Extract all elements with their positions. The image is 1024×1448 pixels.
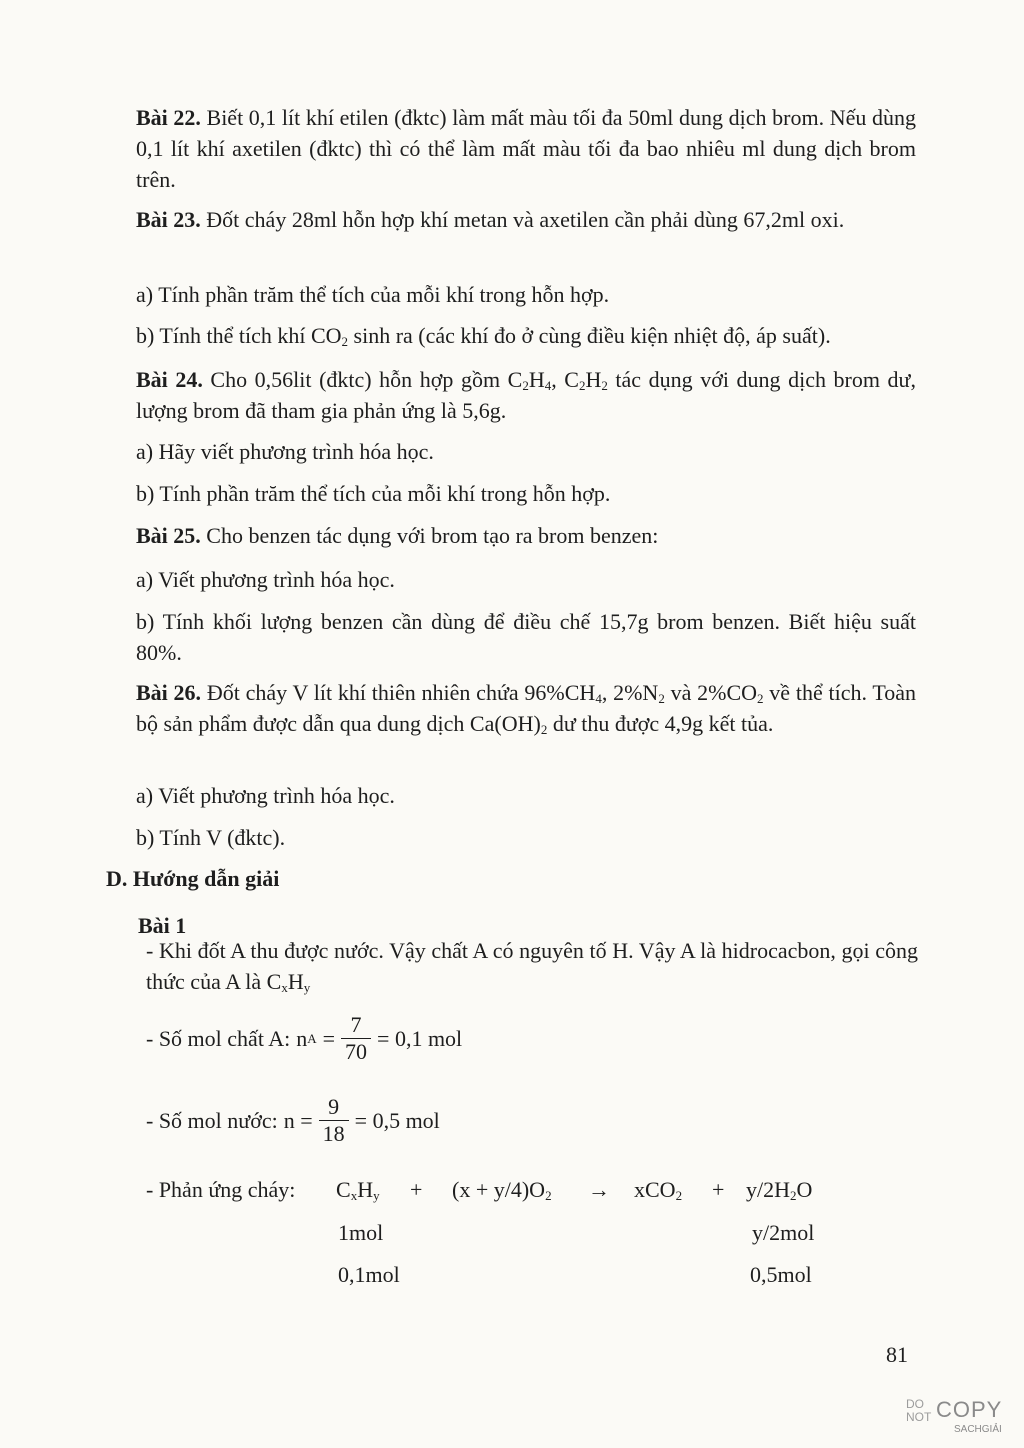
solution-heading: Bài 1 [138, 913, 187, 938]
exercise-22 [136, 102, 916, 195]
exercise-23 [136, 204, 916, 235]
plus-sign-2: + [712, 1177, 725, 1202]
ratio-row-2-right: 0,5mol [750, 1262, 812, 1287]
exercise-23-part-a: a) Tính phần trăm thể tích của mỗi khí trong hỗn hợp. [136, 282, 610, 307]
product-h2o: $y/2H_2O$ [746, 1177, 813, 1203]
reaction-arrow: → [588, 1177, 610, 1202]
plus-sign-1: + [410, 1177, 423, 1202]
ratio-row-2-left: 0,1mol [338, 1262, 400, 1287]
section-title: D. Hướng dẫn giải [106, 866, 280, 891]
equation-mol-a: - Số mol chất A: n A = $\frac{7}{70}$ = 0,1 mol [146, 1012, 463, 1064]
product-co2: xCO$_2$ [634, 1177, 683, 1203]
exercise-25-number: Bài 25. [136, 523, 201, 548]
reactant-cxhy: $C_xH_y$ [336, 1177, 380, 1203]
exercise-23-number: Bài 23. [136, 207, 201, 232]
exercise-23-text: Đốt cháy 28ml hỗn hợp khí metan và axetilen cần phải dùng 67,2ml oxi. [200, 207, 845, 232]
exercise-26-part-a: a) Viết phương trình hóa học. [136, 783, 395, 808]
ratio-row-1-left: 1mol [338, 1220, 384, 1245]
page-number: 81 [886, 1342, 908, 1367]
exercise-26-number: Bài 26. [136, 680, 202, 705]
fraction-mol-a: $\frac{7}{70}$ [341, 1012, 371, 1065]
exercise-26-part-b: b) Tính V (đktc). [136, 825, 286, 850]
exercise-22-text: Biết 0,1 lít khí etilen (đktc) làm mất màu tối đa 50ml dung dịch brom. Nếu dùng 0,1 lít khí axetilen (đktc) thì có thể làm mất màu tối đa bao nhiêu ml dung dịch brom trên. [136, 105, 916, 192]
exercise-22-number: Bài 22. [136, 105, 201, 130]
exercise-24-number: Bài 24. [136, 367, 203, 392]
reaction-label: - Phản ứng cháy: [146, 1177, 296, 1202]
exercise-26: Bài 26. Đốt cháy V lít khí thiên nhiên chứa $96\%CH_4$, $2\%N_2$ và $2\%CO_2$ về thể tích. Toàn bộ sản phẩm được dẫn qua dung dịch $Ca(OH)_2$ dư thu được 4,9g kết tủa. [136, 680, 917, 737]
exercise-24-part-a: a) Hãy viết phương trình hóa học. [136, 439, 434, 464]
exercise-25-part-b: b) Tính khối lượng benzen cần dùng để điều chế 15,7g brom benzen. Biết hiệu suất 80%. [136, 609, 916, 665]
watermark-logo: DO NOT COPY SACHGIẢI [906, 1397, 1003, 1435]
equation-mol-water: - Số mol nước: n = $\frac{9}{18}$ = 0,5 mol [146, 1094, 440, 1146]
exercise-24-part-b: b) Tính phần trăm thể tích của mỗi khí trong hỗn hợp. [136, 481, 611, 506]
exercise-24: Bài 24. Cho 0,56lit (đktc) hỗn hợp gồm $C_2H_4$, $C_2H_2$ tác dụng với dung dịch brom dư, lượng brom đã tham gia phản ứng là 5,6g. [136, 367, 916, 423]
fraction-mol-water: $\frac{9}{18}$ [319, 1094, 349, 1147]
exercise-25-part-a: a) Viết phương trình hóa học. [136, 567, 395, 592]
exercise-23-part-b: b) Tính thể tích khí $CO_2$ sinh ra (các khí đo ở cùng điều kiện nhiệt độ, áp suất). [136, 323, 831, 349]
exercise-25: Bài 25. Cho benzen tác dụng với brom tạo ra brom benzen: [136, 523, 659, 548]
ratio-row-1-right: y/2mol [752, 1220, 815, 1245]
solution-intro: - Khi đốt A thu được nước. Vậy chất A có nguyên tố H. Vậy A là hidrocacbon, gọi công thức của A là $C_xH_y$ [146, 938, 918, 995]
reactant-oxygen: $(x + y/4)O_2$ [452, 1177, 552, 1203]
